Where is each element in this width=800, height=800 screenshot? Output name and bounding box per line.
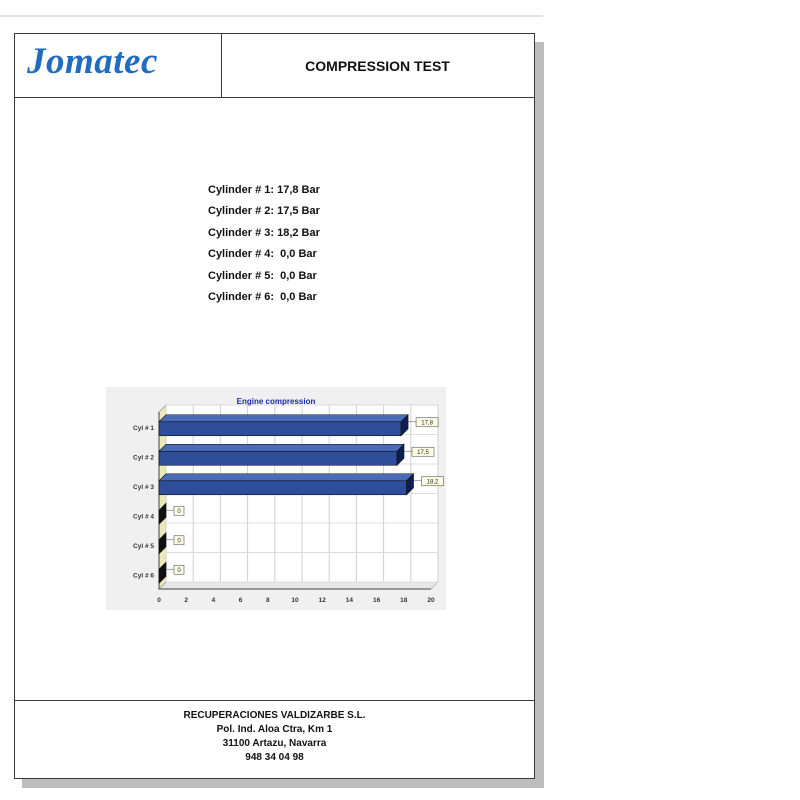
chart-title: Engine compression [236,397,316,406]
chart-data-label: 17,5 [417,450,429,457]
logo-box [15,34,222,97]
chart-data-label: 17,8 [421,420,433,427]
chart-svg [106,387,446,610]
chart-category-label: Cyl # 4 [133,513,154,521]
cylinder-reading: Cylinder # 5: 0,0 Bar [208,269,317,282]
chart-x-tick-label: 14 [345,597,354,604]
chart-category-label: Cyl # 3 [133,483,154,491]
chart-category-label: Cyl # 2 [133,454,154,462]
cylinder-reading: Cylinder # 4: 0,0 Bar [208,248,317,261]
chart-x-tick-label: 8 [265,597,270,604]
company-address-line1: Pol. Ind. Aloa Ctra, Km 1 [216,724,333,735]
report-header [15,34,534,98]
report-title: COMPRESSION TEST [305,57,450,74]
chart-bar [159,481,407,495]
cylinder-reading: Cylinder # 3: 18,2 Bar [208,226,320,239]
cylinder-reading: Cylinder # 2: 17,5 Bar [208,205,320,218]
chart-data-label: 0 [177,568,181,575]
chart-x-tick-label: 20 [427,597,435,604]
chart-data-label: 0 [177,538,181,545]
chart-category-label: Cyl # 1 [133,424,154,432]
report-footer [15,700,534,779]
chart-x-tick-label: 12 [318,597,326,604]
chart-bar-top [159,415,408,422]
chart-bar-top [159,444,404,451]
chart-x-tick-label: 16 [372,597,381,604]
report-page [14,33,535,779]
company-name: RECUPERACIONES VALDIZARBE S.L. [183,710,366,721]
chart-x-tick-label: 0 [157,597,161,604]
chart-bar [159,422,401,436]
compression-chart [106,387,446,610]
cylinder-reading: Cylinder # 6: 0,0 Bar [208,290,317,303]
chart-data-label: 0 [177,509,181,516]
chart-x-tick-label: 4 [211,597,216,604]
chart-x-tick-label: 10 [291,597,299,604]
chart-bar [159,451,397,465]
cylinder-readings [208,184,320,312]
chart-category-label: Cyl # 6 [133,572,154,580]
top-divider [0,15,543,17]
chart-category-label: Cyl # 5 [133,542,154,550]
company-address-line2: 31100 Artazu, Navarra [222,738,327,749]
jomatec-logo: Jomatec [27,41,158,82]
chart-x-tick-label: 6 [238,597,243,604]
chart-data-label: 18,2 [426,479,439,486]
company-phone: 948 34 04 98 [245,752,304,763]
cylinder-reading: Cylinder # 1: 17,8 Bar [208,184,320,196]
chart-floor [159,582,438,589]
chart-bar-top [159,474,414,481]
chart-x-tick-label: 18 [400,597,408,604]
chart-x-tick-label: 2 [184,597,189,604]
